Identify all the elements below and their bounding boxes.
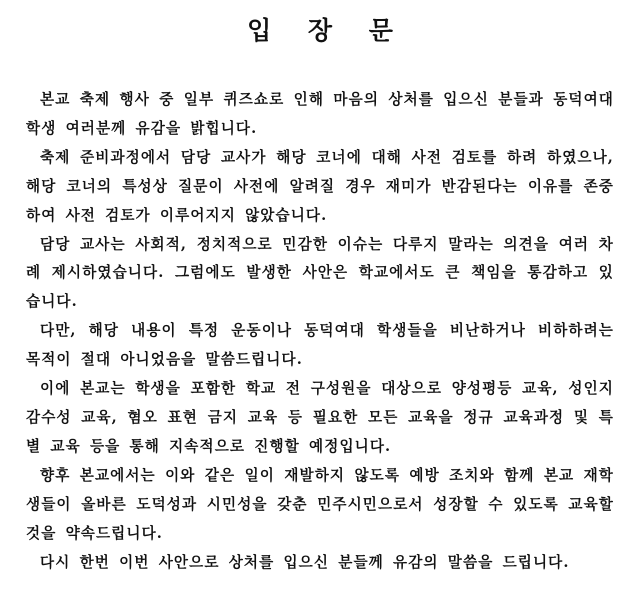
paragraph-3: 담당 교사는 사회적, 정치적으로 민감한 이슈는 다루지 말라는 의견을 여러 차례 제시하였습니다. 그럼에도 발생한 사안은 학교에서도 큰 책임을 통감하고 있습니다. <box>26 235 614 311</box>
document-title: 입 장 문 <box>247 16 407 45</box>
paragraph-6: 향후 본교에서는 이와 같은 일이 재발하지 않도록 예방 조치와 함께 본교 재학생들이 올바른 도덕성과 시민성을 갖춘 민주시민으로서 성장할 수 있도록 교육할 것을 약속드립니다. <box>26 466 614 542</box>
paragraph-1: 본교 축제 행사 중 일부 퀴즈쇼로 인해 마음의 상처를 입으신 분들과 동덕여대 학생 여러분께 유감을 밝힙니다. <box>26 91 614 137</box>
paragraph-2: 축제 준비과정에서 담당 교사가 해당 코너에 대해 사전 검토를 하려 하였으나, 해당 코너의 특성상 질문이 사전에 알려질 경우 재미가 반감된다는 이유를 존중하여 사전 검토가 이루어지지 않았습니다. <box>26 148 614 224</box>
statement-body <box>26 86 614 577</box>
paragraph-4: 다만, 해당 내용이 특정 운동이나 동덕여대 학생들을 비난하거나 비하하려는 목적이 절대 아니었음을 말씀드립니다. <box>26 322 614 369</box>
paragraph-7: 다시 한번 이번 사안으로 상처를 입으신 분들께 유감의 말씀을 드립니다. <box>40 553 570 571</box>
paragraph-5: 이에 본교는 학생을 포함한 학교 전 구성원을 대상으로 양성평등 교육, 성인지 감수성 교육, 혐오 표현 금지 교육 등 필요한 모든 교육을 정규 교육과정 및 특별 교육 등을 통해 지속적으로 진행할 예정입니다. <box>26 380 614 455</box>
